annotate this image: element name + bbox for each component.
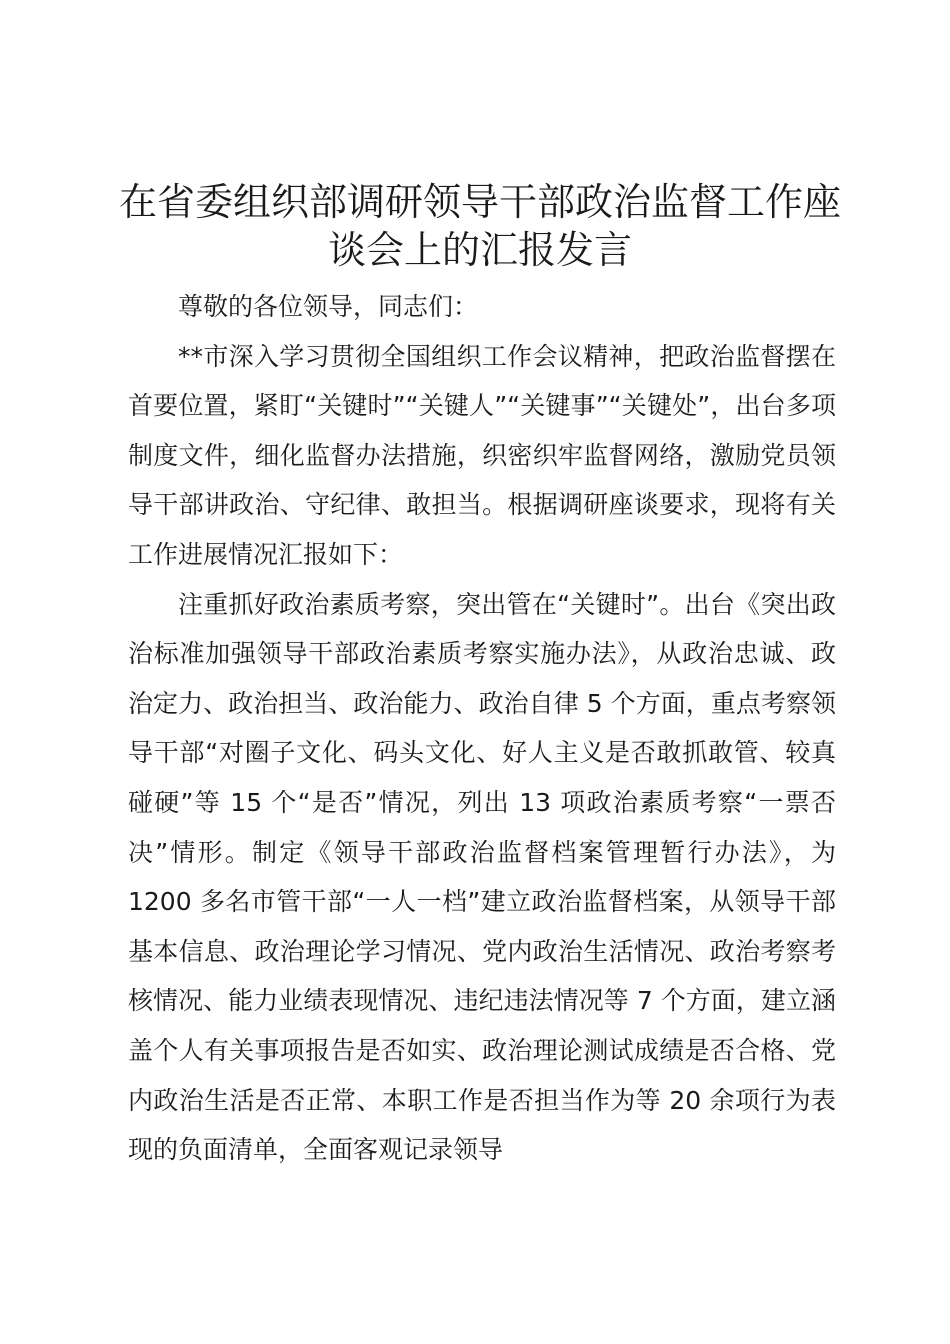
intro-paragraph: **市深入学习贯彻全国组织工作会议精神，把政治监督摆在首要位置，紧盯“关键时”“关键人”“关键事”“关键处”，出台多项制度文件，细化监督办法措施，织密织牢监督网络，激励党员领导干部讲政治、守纪律、敢担当。根据调研座谈要求，现将有关工作进展情况汇报如下： — [128, 341, 836, 569]
salutation-paragraph: 尊敬的各位领导，同志们： — [178, 292, 479, 321]
document-title: 在省委组织部调研领导干部政治监督工作座谈会上的汇报发言 — [118, 180, 841, 272]
body-paragraph: 注重抓好政治素质考察，突出管在“关键时”。出台《突出政治标准加强领导干部政治素质考察实施办法》，从政治忠诚、政治定力、政治担当、政治能力、政治自律 5 个方面，重点考察领导干部“对圈子文化、码头文化、好人主义是否敢抓敢管、较真碰硬”等 15 个“是否”情况，列出 13 项政治素质考察“一票否决”情形。制定《领导干部政治监督档案管理暂行办法》，为 1200 多名市管干部“一人一档”建立政治监督档案，从领导干部基本信息、政治理论学习情况、党内政治生活情况、政治考察考核情况、能力业绩表现情况、违纪违法情况等 7 个方面，建立涵盖个人有关事项报告是否如实、政治理论测试成绩是否合格、党内政治生活是否正常、本职工作是否担当作为等 20 余项行为表现的负面清单，全面客观记录领导 — [128, 589, 836, 1165]
document-body — [128, 282, 836, 1175]
